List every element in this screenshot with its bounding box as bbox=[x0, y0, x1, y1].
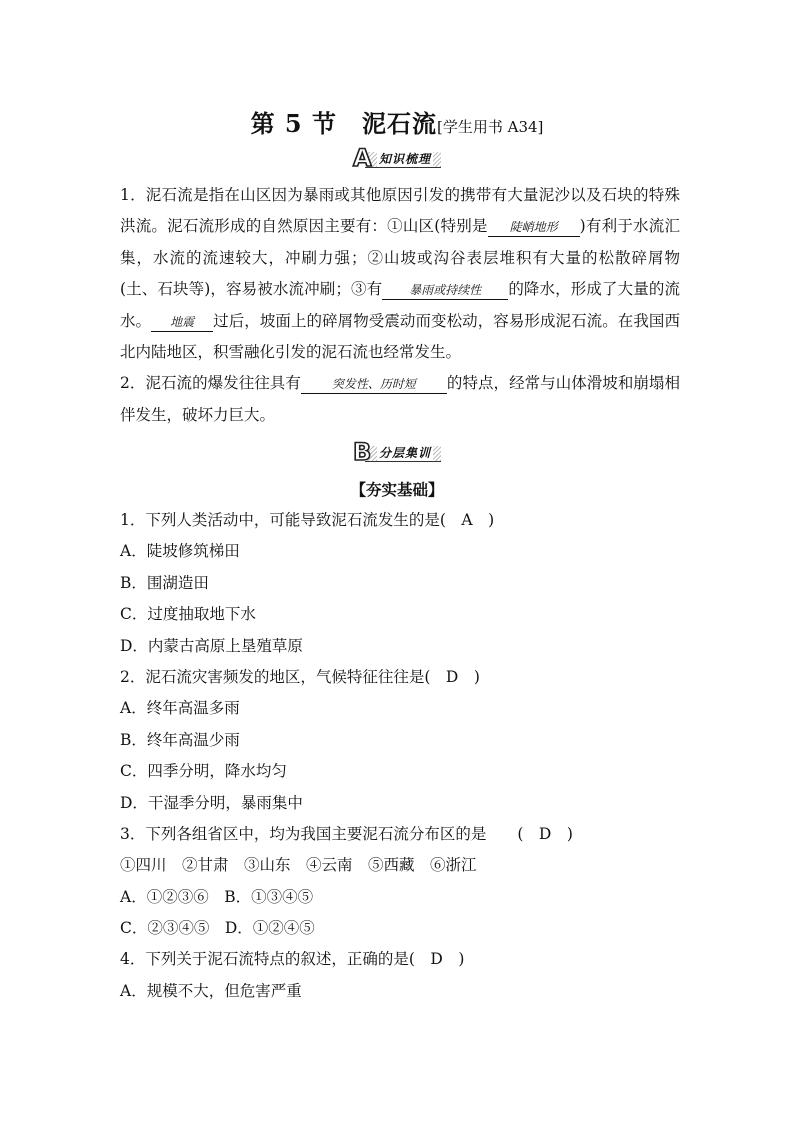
fill-blank-answer: 暴雨或持续性 bbox=[382, 281, 508, 300]
option-b: B．终年高温少雨 bbox=[120, 730, 240, 749]
badge-letter-a: A bbox=[353, 144, 372, 172]
knowledge-paragraph-2: 2．泥石流的爆发往往具有 突发性、历时短 的特点，经常与山体滑坡和崩塌相伴发生，破坏力巨大。 bbox=[120, 374, 680, 424]
question-2: 2．泥石流灾害频发的地区，气候特征往往是( D ) bbox=[120, 667, 480, 686]
question-4: 4．下列关于泥石流特点的叙述，正确的是( D ) bbox=[120, 950, 465, 969]
fill-blank-answer: 陡峭地形 bbox=[488, 218, 580, 237]
question-3: 3．下列各组省区中，均为我国主要泥石流分布区的是 ( D ) bbox=[120, 824, 573, 843]
section-heading: 【夯实基础】 bbox=[350, 480, 444, 499]
badge-letter-b: B bbox=[353, 438, 372, 466]
badge-label: 分层集训 bbox=[379, 446, 432, 460]
option-c: C．过度抽取地下水 bbox=[120, 605, 256, 624]
knowledge-paragraph-1: 1．泥石流是指在山区因为暴雨或其他原因引发的携带有大量泥沙以及石块的特殊洪流。泥石流形成的自然原因主要有：①山区(特别是 陡峭地形 )有利于水流汇集，水流的流速较大，冲刷力强；②山坡或沟谷表层堆积有大量的松散碎屑物(土、石块等)，容易被水流冲刷；③有 暴雨或持续性 的降水，形成了大量的流水。 地震 过后，坡面上的碎屑物受震动而变松动，容易形成泥石流。在我国西北内陆地区，积雪融化引发的泥石流也经常发生。 bbox=[120, 186, 680, 362]
page-title bbox=[0, 104, 794, 139]
option-d: D．内蒙古高原上垦殖草原 bbox=[120, 636, 303, 655]
options-c-d: C．②③④⑤ D．①②④⑤ bbox=[120, 919, 315, 938]
question-1: 1．下列人类活动中，可能导致泥石流发生的是( A ) bbox=[120, 511, 495, 529]
fill-blank-answer: 突发性、历时短 bbox=[301, 375, 447, 394]
badge-label: 知识梳理 bbox=[379, 152, 432, 166]
question-list bbox=[120, 505, 680, 1007]
section-title: 第 5 节 泥石流 bbox=[250, 109, 437, 138]
knowledge-review-badge bbox=[0, 146, 794, 170]
options-a-b: A．①②③⑥ B．①③④⑤ bbox=[120, 887, 314, 906]
option-b: B．围湖造田 bbox=[120, 573, 209, 592]
option-c: C．四季分明，降水均匀 bbox=[120, 762, 287, 781]
fill-blank-answer: 地震 bbox=[151, 313, 213, 332]
option-d: D．干湿季分明，暴雨集中 bbox=[120, 793, 303, 812]
textbook-reference: [学生用书 A34] bbox=[437, 118, 544, 136]
option-a: A．规模不大，但危害严重 bbox=[120, 981, 302, 1000]
knowledge-section bbox=[120, 180, 680, 431]
question-3-items: ①四川 ②甘肃 ③山东 ④云南 ⑤西藏 ⑥浙江 bbox=[120, 856, 477, 875]
option-a: A．陡坡修筑梯田 bbox=[120, 542, 240, 561]
layered-practice-badge bbox=[0, 440, 794, 464]
option-a: A．终年高温多雨 bbox=[120, 699, 240, 718]
